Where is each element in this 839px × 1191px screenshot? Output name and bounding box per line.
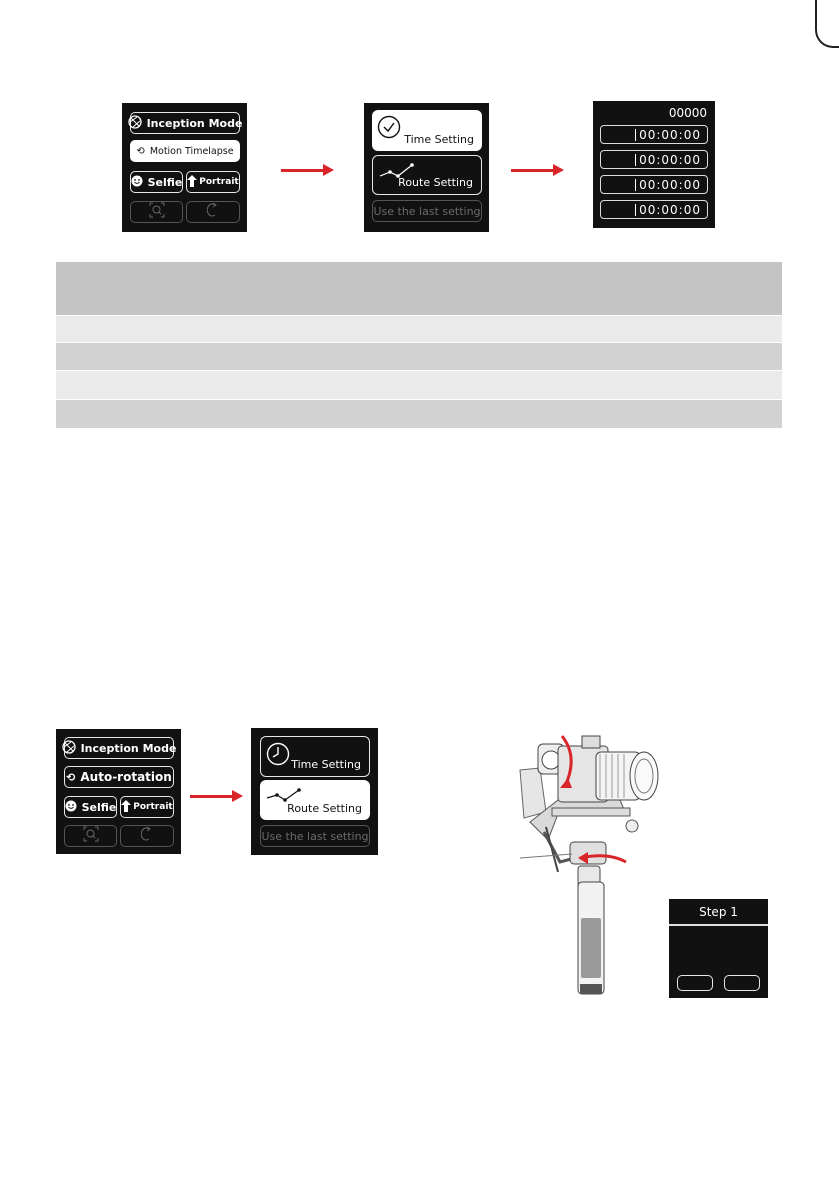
- step-title: Step 1: [699, 905, 738, 919]
- time-setting-label: Time Setting: [404, 133, 474, 146]
- time-row-value: 00:00:00: [639, 127, 701, 142]
- use-last-setting-label: Use the last setting: [373, 204, 481, 218]
- smiley-icon: [131, 175, 143, 190]
- zoom-icon: [149, 202, 165, 222]
- portrait-button[interactable]: [186, 171, 240, 193]
- zoom-button[interactable]: [130, 201, 183, 223]
- selfie-button[interactable]: [64, 796, 117, 818]
- route-setting-button[interactable]: [372, 155, 482, 195]
- up-arrow-icon: [187, 175, 197, 190]
- table-row: [56, 371, 782, 399]
- setting-screen-2: [251, 728, 378, 855]
- route-setting-label: Route Setting: [287, 802, 362, 815]
- up-arrow-icon: [121, 800, 131, 815]
- inception-mode-button[interactable]: [130, 112, 243, 134]
- auto-rotation-button[interactable]: [64, 766, 174, 788]
- portrait-label: Portrait: [199, 177, 239, 187]
- frame-counter: 00000: [668, 106, 707, 120]
- time-row[interactable]: [600, 200, 708, 219]
- time-row[interactable]: [600, 125, 708, 144]
- zoom-icon: [83, 826, 99, 846]
- time-row-value: 00:00:00: [639, 202, 701, 217]
- portrait-button[interactable]: [120, 796, 174, 818]
- step-screen: [669, 899, 768, 998]
- inception-mode-label: Inception Mode: [80, 741, 177, 755]
- table-row: [56, 343, 782, 370]
- rotate-button[interactable]: [186, 201, 240, 223]
- use-last-setting-label: Use the last setting: [261, 829, 369, 843]
- aperture-icon: [128, 115, 142, 132]
- inception-mode-label: Inception Mode: [146, 116, 243, 130]
- aperture-icon: [62, 740, 76, 757]
- mode-menu-screen: [122, 103, 247, 232]
- auto-rotate-icon: ⟲: [66, 770, 76, 784]
- inception-mode-button[interactable]: [64, 737, 177, 759]
- mode-menu-screen-2: [56, 729, 181, 854]
- zoom-button[interactable]: [64, 825, 117, 847]
- step-divider: [669, 924, 768, 926]
- auto-rotation-label: Auto-rotation: [80, 770, 172, 784]
- time-setting-button[interactable]: [260, 736, 370, 777]
- time-list-screen: [593, 101, 715, 228]
- arrow-2: [511, 169, 555, 172]
- route-setting-button[interactable]: [260, 780, 370, 820]
- route-setting-label: Route Setting: [398, 176, 473, 189]
- setting-screen-1: [364, 103, 489, 232]
- motion-timelapse-label: Motion Timelapse: [149, 145, 234, 157]
- time-row-value: 00:00:00: [639, 177, 701, 192]
- arrow-3: [190, 795, 234, 798]
- motion-timelapse-button[interactable]: [130, 140, 240, 162]
- time-setting-button[interactable]: [372, 110, 482, 151]
- rotate-icon: [141, 826, 153, 846]
- use-last-setting-button[interactable]: [260, 825, 370, 847]
- rotate-icon: [207, 202, 219, 222]
- time-row[interactable]: [600, 175, 708, 194]
- selfie-button[interactable]: [130, 171, 183, 193]
- clock-icon: [377, 115, 401, 143]
- step-right-button[interactable]: [724, 975, 760, 991]
- table-row: [56, 316, 782, 342]
- time-row-value: 00:00:00: [639, 152, 701, 167]
- table-header: [56, 262, 782, 315]
- selfie-label: Selfie: [81, 800, 117, 814]
- page-corner-mark: [815, 0, 839, 48]
- time-row[interactable]: [600, 150, 708, 169]
- gimbal-illustration: [500, 722, 680, 1002]
- selfie-label: Selfie: [147, 175, 183, 189]
- clock-icon: [266, 742, 290, 770]
- table-row: [56, 400, 782, 428]
- time-setting-label: Time Setting: [291, 758, 361, 771]
- step-left-button[interactable]: [677, 975, 713, 991]
- arrow-1: [281, 169, 325, 172]
- portrait-label: Portrait: [133, 802, 173, 812]
- smiley-icon: [65, 800, 77, 815]
- use-last-setting-button[interactable]: [372, 200, 482, 222]
- rotate-button[interactable]: [120, 825, 174, 847]
- auto-rotate-icon: ⟲: [136, 145, 145, 157]
